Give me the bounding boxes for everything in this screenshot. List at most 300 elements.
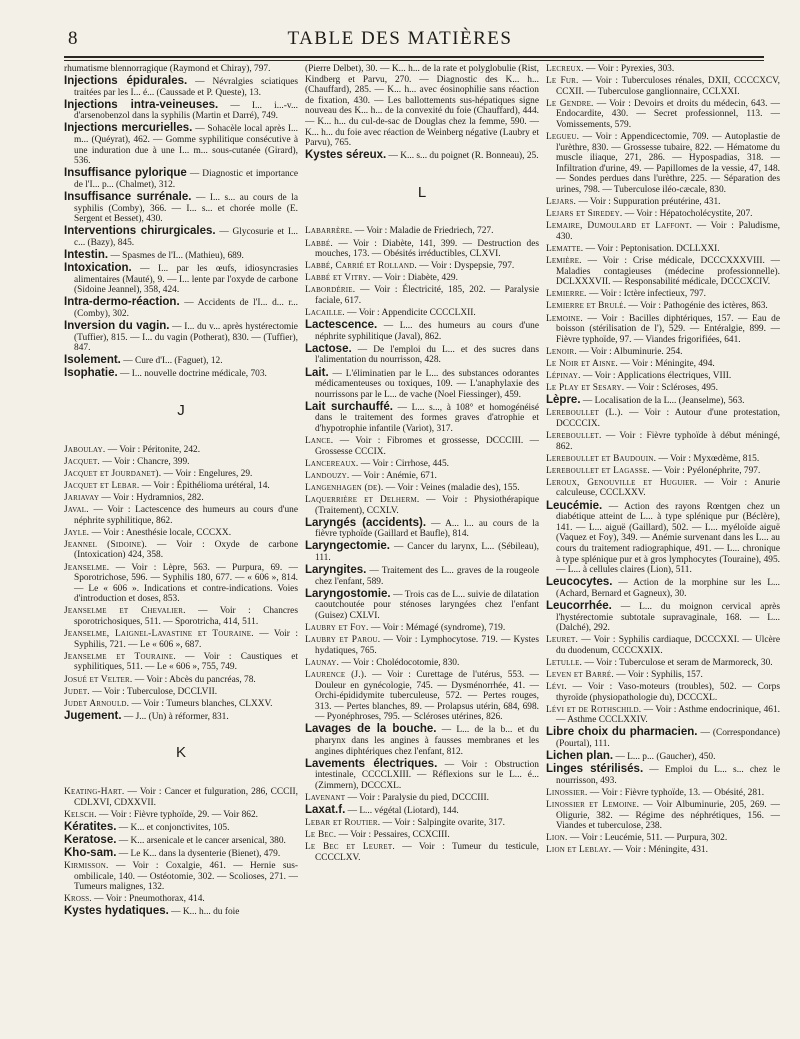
- entry-text: — Voir : Obstruction intestinale, CCCCLXIII. — Réflexions sur le L... é... (Zimmern), DCCCXL.: [315, 759, 539, 791]
- entry-text: — Voir : Salpingite ovarite, 317.: [380, 818, 505, 829]
- entry-author: Jeanselme.: [64, 562, 110, 573]
- entry-heading: Lait.: [305, 366, 329, 379]
- entry-text: — Voir : Tuberculose, DCCLVII.: [89, 686, 218, 697]
- index-entry: [546, 501, 780, 576]
- index-entry: [305, 320, 539, 342]
- index-entry: [305, 830, 539, 841]
- section-letter: K: [175, 744, 186, 762]
- entry-author: Linossier.: [546, 787, 588, 798]
- index-entry: [305, 459, 539, 470]
- index-entry: [546, 577, 780, 599]
- entry-author: Lacaille.: [305, 308, 345, 319]
- entry-text: — Voir : Électricité, 185, 202. — Paralysie faciale, 617.: [315, 285, 539, 306]
- index-entry: [546, 727, 780, 749]
- entry-author: Lévi et de Rothschild.: [546, 704, 642, 715]
- entry-author: Lépinay.: [546, 371, 581, 382]
- entry-author: Launay.: [305, 657, 340, 668]
- index-entry: [64, 822, 298, 834]
- entry-author: Laubry et Foy.: [305, 623, 369, 634]
- index-entry: [546, 371, 780, 382]
- entry-text: — Voir : Veines (maladie des), 155.: [383, 483, 520, 493]
- index-entry: [546, 256, 780, 288]
- entry-author: Le Noir et Aisne.: [546, 358, 618, 369]
- index-entry: [64, 100, 298, 122]
- entry-text: — Voir : Tumeurs blanches, CLXXV.: [129, 698, 273, 709]
- index-entry: [546, 76, 780, 97]
- index-column-middle: [305, 64, 539, 1029]
- index-entry: [546, 454, 780, 465]
- index-entry: [305, 623, 539, 634]
- entry-text: — K... arsenicale et le cancer arsenical, 380.: [116, 835, 286, 846]
- entry-author: Jeanselme et Chevalier.: [64, 606, 186, 617]
- index-entry: [546, 478, 780, 499]
- entry-author: Jayle.: [64, 527, 90, 538]
- index-entry: [64, 493, 298, 504]
- entry-text: — Voir : Physiothérapique (Traitement), CCXLV.: [315, 495, 539, 516]
- entry-text: — Voir : Suppuration préutérine, 431.: [576, 197, 721, 208]
- entry-author: Lejars.: [546, 197, 577, 208]
- index-entry: [64, 711, 298, 723]
- index-entry: [305, 805, 539, 817]
- entry-author: Le Play et Sesary.: [546, 383, 625, 394]
- entry-text: — Voir : Peptonisation. DCLLXXI.: [583, 244, 720, 254]
- entry-text: — Cancer du larynx, L... (Sébileau), 111.: [315, 542, 539, 564]
- entry-author: Jacquet et Jourdanet).: [64, 468, 162, 479]
- index-entry: [305, 724, 539, 757]
- entry-author: Laquerrière et Delherm.: [305, 495, 420, 506]
- entry-text: — Voir : Asthme endocrinique, 461. — Asthme CCCLXXIV.: [556, 704, 780, 726]
- entry-author: Lenoir.: [546, 346, 577, 357]
- index-entry: [64, 445, 298, 456]
- entry-author: Le Bec et Leuret.: [305, 842, 395, 853]
- entry-text: — L... des humeurs au cours d'une néphrite syphilitique (Javal), 862.: [315, 321, 539, 342]
- index-entry: [305, 658, 539, 669]
- entry-author: Kirmisson.: [64, 861, 109, 872]
- entry-text: — Action des rayons Rœntgen chez un diabétique atteint de L... à type splénique pur (Béclère), 141. — L... aiguë (Gaillard), 502. — L... myéloïde aiguë (Vaquez et Foy), 349. — Anémie survenant dans les L... au cours du traitement radiographique, 491. — L... chronique à type splénique pur et à gros lymphocytes (Touraine), 495. — L... à cellules claires (Lion), 511.: [556, 501, 780, 576]
- index-entry: [64, 226, 298, 248]
- entry-heading: Lèpre.: [546, 394, 581, 407]
- index-entry: [64, 297, 298, 319]
- entry-text: — Voir : Chancres sporotrichosiques, 511. — Sporotricha, 414, 511.: [74, 606, 298, 628]
- index-entry: [546, 64, 780, 75]
- index-entry: [305, 308, 539, 319]
- entry-heading: Inversion du vagin.: [64, 320, 170, 333]
- index-entry: [546, 751, 780, 763]
- entry-author: Josué et Velter.: [64, 674, 133, 685]
- entry-heading: Injections intra-veineuses.: [64, 98, 219, 111]
- entry-text: — Glycosurie et I... c... (Bazy), 845.: [74, 227, 298, 248]
- index-entry: [305, 273, 539, 284]
- index-entry: [546, 301, 780, 312]
- entry-text: — Voir : Fièvre typhoïde, 13. — Obésité, 281.: [587, 787, 765, 798]
- entry-heading: Lichen plan.: [546, 750, 614, 763]
- entry-author: Jaboulay.: [64, 444, 106, 455]
- header-rule-thin: [64, 60, 764, 61]
- entry-text: — Voir : Engelures, 29.: [161, 468, 253, 479]
- entry-text: — K... h... du foie: [168, 907, 240, 918]
- index-entry: [546, 383, 780, 394]
- index-entry: [546, 209, 780, 220]
- entry-author: Lancereaux.: [305, 458, 359, 469]
- index-entry: [546, 431, 780, 452]
- entry-text: — Voir : Autour d'une protestation, DCCCCIX.: [556, 408, 780, 429]
- entry-author: Lereboullet et Baudouin.: [546, 453, 657, 464]
- entry-author: Labarrère.: [305, 226, 353, 237]
- entry-author: Lejars et Siredey.: [546, 209, 623, 220]
- entry-text: — Voir : Maladie de Friedriech, 727.: [352, 226, 494, 237]
- entry-author: Jeannel (Sidoine).: [64, 539, 148, 550]
- entry-heading: Jugement.: [64, 709, 122, 722]
- entry-author: Le Gendre.: [546, 98, 594, 109]
- index-entry: [546, 764, 780, 786]
- entry-text: — (Correspondance) (Pourtal), 111.: [556, 728, 780, 750]
- index-entry: [305, 759, 539, 792]
- entry-author: Lion.: [546, 833, 568, 844]
- entry-text: — Voir : Tumeur du testicule, CCCCLXV.: [315, 842, 539, 863]
- entry-heading: Kho-sam.: [64, 846, 117, 859]
- section-letter: L: [417, 183, 427, 201]
- index-entry: [64, 906, 298, 918]
- index-entry: [305, 64, 539, 149]
- entry-text: — Voir : Diabète, 141, 399. — Destruction des mouches, 173. — Obésités irréductibles, CLXVI.: [315, 238, 539, 260]
- index-entry: [546, 601, 780, 634]
- index-entry: [305, 818, 539, 829]
- entry-author: Jeanselme et Touraine.: [64, 651, 176, 662]
- index-entry: [64, 321, 298, 354]
- entry-heading: Insuffisance pylorique: [64, 167, 187, 180]
- entry-author: Le Fur.: [546, 76, 579, 87]
- entry-author: Lereboullet.: [546, 431, 602, 441]
- entry-text: — Voir : Vaso-moteurs (troubles), 502. — Corps thyroïde (physiopathologie du), DCCCXL.: [556, 682, 780, 703]
- index-entry: [64, 263, 298, 296]
- entry-text: — Traitement des L... graves de la rougeole chez l'enfant, 589.: [315, 566, 539, 587]
- index-entry: [64, 652, 298, 673]
- index-entry: [546, 670, 780, 681]
- entry-text: — Voir : Pessaires, CCXCIII.: [336, 830, 450, 841]
- index-column-left: [64, 64, 298, 1029]
- entry-text: — J... (Un) à réformer, 831.: [121, 711, 229, 722]
- entry-text: — Voir : Abcès du pancréas, 78.: [132, 674, 256, 685]
- entry-text: — Voir : Paludisme, 430.: [556, 221, 780, 242]
- entry-text: — K... s... du poignet (R. Bonneau), 25.: [386, 151, 539, 162]
- entry-text: — Voir : Appendicite CCCCLXII.: [344, 308, 476, 319]
- entry-text: — Voir : Tuberculoses rénales, DXII, CCCCXCV, CCXII. — Tuberculose ganglionnaire, CCLXXI.: [556, 76, 780, 97]
- index-entry: [546, 833, 780, 844]
- entry-text: — Voir : Cirrhose, 445.: [358, 458, 449, 469]
- entry-text: — L... du moignon cervical après l'hystérectomie subtotale supravaginale, 168. — L... (Dalché), 292.: [556, 601, 780, 634]
- index-entry: [64, 540, 298, 561]
- index-entry: [64, 861, 298, 893]
- entry-text: — De l'emploi du L... et des sucres dans l'alimentation du nourrisson, 428.: [315, 344, 539, 366]
- entry-text: — Voir : Anesthésie locale, CCCXX.: [89, 527, 232, 538]
- entry-text: — L... s..., à 108° et homogénéisé dans le traitement des formes graves d'atrophie et d'hypotrophie infantile (Variot), 317.: [315, 402, 539, 435]
- entry-author: Lion et Leblay.: [546, 845, 612, 856]
- entry-heading: Laryngostomie.: [305, 587, 391, 600]
- index-entry: [64, 457, 298, 468]
- index-entry: [64, 168, 298, 190]
- entry-text: — Voir : Pathogénie des ictères, 863.: [626, 301, 768, 312]
- section-letter: J: [177, 402, 185, 420]
- entry-text: — Voir : Fièvre typhoïde à début méningé, 862.: [556, 431, 780, 452]
- index-entry: [64, 481, 298, 492]
- entry-heading: Laryngectomie.: [305, 540, 390, 553]
- entry-author: Lereboullet et Lagasse.: [546, 465, 650, 476]
- entry-author: Jacquet.: [64, 456, 100, 467]
- entry-text: — Voir : Méningite, 494.: [617, 358, 715, 369]
- entry-text: — Spasmes de l'I... (Mathieu), 689.: [108, 251, 244, 261]
- entry-heading: Intestin.: [64, 249, 109, 261]
- index-entry: [64, 699, 298, 710]
- entry-heading: Leucémie.: [546, 499, 603, 512]
- entry-author: Lemierre et Brulé.: [546, 301, 627, 312]
- entry-text: — Voir : Cancer et fulguration, 286, CCCII, CDLXVI, CDXXVII.: [74, 786, 298, 808]
- entry-text: — I... s... au cours de la syphilis (Comby), 366. — I... s... et chorée molle (E. Sergent et Besset), 430.: [74, 193, 298, 225]
- index-entry: [64, 629, 298, 650]
- entry-text: — Voir : Hydramnios, 282.: [99, 493, 204, 503]
- entry-text: — Voir : Anémie, 671.: [349, 470, 437, 481]
- index-entry: [546, 800, 780, 832]
- index-entry: [64, 368, 298, 380]
- entry-text: rhumatisme blennorragique (Raymond et Chiray), 797.: [64, 64, 271, 74]
- entry-author: Leroux, Genouville et Huguier.: [546, 477, 697, 488]
- index-entry: [305, 150, 539, 162]
- entry-text: — Emploi du L... s... chez le nourrisson, 493.: [556, 765, 780, 786]
- entry-heading: Laryngites.: [305, 564, 367, 577]
- entry-text: — I... i...-v... d'arsenobenzol dans la syphilis (Martin et Darré), 749.: [74, 100, 298, 122]
- entry-text: — Voir : Fièvre typhoïde, 29. — Voir 862.: [96, 809, 258, 820]
- entry-author: Jacquet et Lebar.: [64, 480, 140, 491]
- entry-text: — I... nouvelle doctrine médicale, 703.: [117, 369, 267, 380]
- index-entry: [305, 518, 539, 540]
- entry-heading: Interventions chirurgicales.: [64, 225, 216, 238]
- index-entry: [64, 835, 298, 847]
- entry-text: — Voir : Bacilles diphtériques, 157. — Eau de boisson (stérilisation de l'), 529. — Entéralgie, 899. — Fièvre typhoïde, 97. — Viandes frigorifiées, 641.: [556, 313, 780, 345]
- entry-text: — Voir : Pyrexies, 303.: [583, 64, 675, 74]
- entry-text: — Voir : Diabète, 429.: [370, 273, 458, 284]
- index-entry: [64, 675, 298, 686]
- entry-text: — Voir : Lactescence des humeurs au cours d'une néphrite syphilitique, 862.: [74, 505, 298, 526]
- entry-heading: Libre choix du pharmacien.: [546, 726, 698, 739]
- index-entry: [64, 687, 298, 698]
- entry-author: Laurence (J.).: [305, 670, 367, 680]
- entry-text: — Le K... dans la dysenterie (Bienet), 479.: [116, 848, 281, 859]
- entry-author: Lemierre.: [546, 289, 587, 300]
- index-columns: [64, 64, 780, 1029]
- entry-author: Lemaire, Dumoulard et Laffont.: [546, 221, 693, 232]
- entry-author: Kross.: [64, 894, 92, 905]
- entry-author: Labbé.: [305, 238, 333, 249]
- entry-author: Jariavay: [64, 493, 100, 503]
- entry-author: Lemière.: [546, 256, 582, 267]
- entry-text: — Voir : Crise médicale, DCCCXXXVIII. — Maladies contagieuses (médecine professionnelle). DCLXXXVII. — Responsabilité médicale, DCCCXCIV.: [556, 256, 780, 288]
- entry-author: Lance.: [305, 436, 334, 447]
- index-entry: [305, 368, 539, 401]
- entry-text: — Accidents de l'I... d... r... (Comby), 302.: [74, 298, 298, 319]
- index-entry: [305, 670, 539, 723]
- index-entry: [546, 244, 780, 255]
- index-entry: [64, 64, 298, 75]
- entry-text: — Localisation de la L... (Jeanselme), 563.: [580, 396, 745, 407]
- index-entry: [546, 466, 780, 477]
- entry-author: Labordérie.: [305, 285, 356, 296]
- entry-author: Laubry et Parou.: [305, 635, 381, 646]
- index-entry: [64, 250, 298, 262]
- index-entry: [305, 495, 539, 516]
- entry-text: — Voir : Dyspepsie, 797.: [416, 261, 515, 272]
- entry-author: Leven et Barré.: [546, 669, 614, 680]
- index-entry: [546, 359, 780, 370]
- entry-text: — Voir : Lymphocytose. 719. — Kystes hydatiques, 765.: [315, 635, 539, 656]
- entry-author: Letulle.: [546, 657, 583, 668]
- entry-author: Linossier et Lemoine.: [546, 800, 640, 810]
- entry-text: — Voir : Cholédocotomie, 830.: [339, 657, 460, 668]
- index-entry: [546, 197, 780, 208]
- entry-heading: Kystes séreux.: [305, 149, 387, 162]
- index-entry: [64, 848, 298, 860]
- entry-author: Kelsch.: [64, 809, 97, 820]
- entry-text: — Voir : Oxyde de carbone (Intoxication) 424, 358.: [74, 539, 298, 561]
- entry-author: Lecreux.: [546, 64, 584, 74]
- index-entry: [64, 123, 298, 166]
- entry-text: — Voir : Coxalgie, 461. — Hernie sus-ombilicale, 140. — Ostéotomie, 302. — Scolioses, 271. — Tumeurs malignes, 132.: [74, 861, 298, 893]
- index-entry: [305, 436, 539, 457]
- index-entry: [305, 541, 539, 563]
- entry-text: — Voir : Devoirs et droits du médecin, 643. — Endocardite, 430. — Secret professionnel, 113. — Vomissements, 579.: [556, 98, 780, 130]
- index-entry: [546, 314, 780, 346]
- entry-heading: Lavages de la bouche.: [305, 723, 437, 736]
- entry-text: — Voir : Anurie calculeuse, CCCLXXV.: [556, 477, 780, 499]
- entry-text: — Voir : Pneumothorax, 414.: [91, 894, 205, 905]
- index-entry: [546, 635, 780, 656]
- index-entry: [64, 606, 298, 627]
- entry-author: Keating-Hart.: [64, 786, 125, 797]
- entry-heading: Leucorrhée.: [546, 599, 612, 612]
- entry-author: Javal.: [64, 505, 89, 516]
- index-entry: [64, 76, 298, 98]
- index-entry: [305, 239, 539, 260]
- entry-heading: Insuffisance surrénale.: [64, 191, 192, 204]
- index-entry: [546, 658, 780, 669]
- entry-text: — L'éliminatien par le L... des substances odorantes médicamenteuses ou toxiques, 109. — L'anaphylaxie des nourrissons par le L... de vache (Noel Fiessinger), 459.: [315, 368, 539, 400]
- entry-heading: Kystes hydatiques.: [64, 905, 169, 918]
- index-entry: [305, 226, 539, 237]
- entry-author: Le Bec.: [305, 830, 337, 841]
- index-entry: [546, 682, 780, 703]
- entry-heading: Intoxication.: [64, 262, 132, 275]
- entry-text: (Pierre Delbet), 30. — K... h... de la rate et polyglobulie (Rist, Kindberg et Parvu, 270. — Diagnostic des K... h... (Chauffard), 285. — K... h... avec éosinophilie sans réaction de fixation, 430. — Les ballottements sus-hépatiques signe nouveau des K... h... de la convexité du foie (Chauffard), 444. — K... h... du cul-de-sac de Douglas chez la femme, 590. — K... h... du foie avec réaction de Weinberg négative (Laubry et Parvu), 765.: [305, 64, 539, 149]
- entry-text: — Voir : Applications électriques, VIII.: [580, 371, 732, 382]
- entry-author: Labbé, Carrié et Rolland.: [305, 261, 417, 272]
- index-entry: [305, 565, 539, 587]
- entry-text: — Voir : Tuberculose et seram de Marmoreck, 30.: [582, 657, 773, 668]
- entry-heading: Lait surchauffé.: [305, 400, 393, 413]
- index-entry: [305, 635, 539, 656]
- entry-text: — Voir : Leucémie, 511. — Purpura, 302.: [567, 833, 728, 844]
- entry-text: — Voir : Ictère infectieux, 797.: [586, 289, 707, 300]
- entry-author: Lereboullet (L.).: [546, 408, 623, 419]
- entry-author: Lematte.: [546, 244, 584, 254]
- index-entry: [64, 469, 298, 480]
- entry-text: — Voir : Syphilis, 157.: [613, 669, 703, 680]
- index-entry: [305, 261, 539, 272]
- entry-author: Judet Arnould.: [64, 698, 130, 709]
- entry-heading: Injections mercurielles.: [64, 122, 193, 135]
- index-column-right: [546, 64, 780, 1029]
- entry-author: Jeanselme, Laignel-Lavastine et Touraine.: [64, 629, 254, 640]
- entry-text: — Voir : Curettage de l'utérus, 553. — Douleur en gynécologie, 745. — Dysménorrhée, 41. — Orchi-épididymite tuberculeuse, 572. — Pertes rouges, 313. — Pertes blanches, 89. — Prolapsus utérin, 684, 698. — Pyonéphroses, 795. — Scléroses utérines, 826.: [315, 670, 539, 723]
- entry-text: — Voir : Chancre, 399.: [99, 456, 190, 467]
- entry-text: — Voir : Hépatocholécystite, 207.: [622, 209, 753, 220]
- entry-text: — I... par les œufs, idiosyncrasies alimentaires (Mauté), 9. — I... lente par l'oxyde de carbone (Sidoine Jeannel), 358, 424.: [74, 264, 298, 296]
- entry-text: — Action de la morphine sur les L... (Achard, Bernard et Gagneux), 30.: [556, 578, 780, 599]
- entry-text: — Voir : Lèpre, 563. — Purpura, 69. — Sporotrichose, 596. — Syphilis 180, 677. — « 606 », 814. — Le « 606 ». Indications et contre-indications. Voies d'introduction et doses, 853.: [74, 562, 298, 605]
- entry-text: — Voir : Fibromes et grossesse, DCCCIII. — Grossesse CCCIX.: [315, 436, 539, 457]
- index-entry: [64, 810, 298, 821]
- index-entry: [546, 99, 780, 131]
- entry-text: — L... p... (Gaucher), 450.: [613, 752, 716, 763]
- index-entry: [546, 408, 780, 429]
- entry-author: Lévi.: [546, 682, 567, 693]
- entry-heading: Isophatie.: [64, 367, 118, 380]
- entry-heading: Laryngés (accidents).: [305, 516, 427, 529]
- index-entry: [546, 289, 780, 300]
- index-entry: [546, 788, 780, 799]
- entry-heading: Leucocytes.: [546, 576, 613, 589]
- entry-text: — Voir : Paralysie du pied, DCCCIII.: [345, 793, 489, 804]
- entry-heading: Intra-dermo-réaction.: [64, 296, 180, 309]
- entry-author: Lavenant: [305, 793, 346, 804]
- entry-text: — L... de la b... et du pharynx dans les angines à fausses membranes et les angines diphtériques chez l'enfant, 812.: [315, 725, 539, 757]
- entry-text: — Voir : Méningite, 431.: [611, 845, 708, 856]
- index-entry: [546, 395, 780, 407]
- entry-text: — Voir : Scléroses, 495.: [624, 383, 718, 394]
- index-entry: [546, 132, 780, 196]
- entry-author: Lemoine.: [546, 313, 583, 324]
- index-entry: [305, 589, 539, 622]
- entry-text: — Voir : Syphilis cardiaque, DCCCXXI. — Ulcère du duodenum, CCCCXXIX.: [556, 635, 780, 656]
- entry-text: — Voir : Albuminurie. 254.: [576, 346, 683, 357]
- entry-heading: Laxat.f.: [305, 804, 346, 817]
- index-entry: [305, 471, 539, 482]
- entry-text: — Névralgies sciatiques traitées par les I... é... (Caussade et P. Queste), 13.: [74, 77, 298, 98]
- index-entry: [64, 355, 298, 367]
- index-entry: [64, 505, 298, 526]
- entry-text: — A... l... au cours de la fièvre typhoïde (Gaillard et Baufle), 814.: [315, 518, 539, 540]
- entry-text: — L... végétal (Liotard), 144.: [345, 806, 459, 817]
- index-entry: [305, 402, 539, 435]
- entry-text: — Voir : Appendicectomie, 709. — Autoplastie de l'urèthre, 830. — Grossesse tubaire, 822. — Hématome du muscle iliaque, 271, 286. — Hypospadias, 318. — Infiltration d'urine, 49. — Papillomes de la vessie, 47, 148. — Sondes perdues dans l'urèthre, 225. — Séparation des urines, 798. — Tuberculose iléo-cæcale, 830.: [556, 132, 780, 196]
- index-entry: [305, 344, 539, 366]
- entry-text: — I... du v... après hystérectomie (Tuffier), 815. — I... du vagin (Potherat), 830. — (Tuffier), 847.: [74, 322, 298, 354]
- entry-text: — Voir : Épithélioma urétéral, 14.: [139, 480, 270, 491]
- entry-author: Landouzy.: [305, 470, 350, 481]
- index-entry: [305, 793, 539, 804]
- entry-text: — Voir : Syphilis, 721. — Le « 606 », 687.: [74, 629, 298, 650]
- entry-text: — Voir : Pyélonéphrite, 797.: [649, 465, 761, 476]
- entry-text: — Trois cas de L... suivie de dilatation caoutchoutée pour sténoses laryngées chez l'enfant (Guisez) CXLVI.: [315, 589, 539, 622]
- entry-author: Legueu.: [546, 132, 580, 143]
- index-entry: [64, 894, 298, 905]
- entry-heading: Lactescence.: [305, 319, 378, 332]
- header-rule: [64, 56, 764, 58]
- entry-text: — Voir : Péritonite, 242.: [105, 444, 201, 455]
- entry-heading: Linges stérilisés.: [546, 763, 644, 776]
- entry-heading: Lavements électriques.: [305, 757, 438, 770]
- index-entry: [546, 347, 780, 358]
- entry-text: — Voir : Mémagé (syndrome), 719.: [368, 623, 506, 634]
- entry-text: — Sohacèle local après I... m... (Quéyrat), 462. — Gomme syphilitique consécutive à une induration due à une I... m... sous-cutanée (Girard), 536.: [74, 124, 298, 167]
- entry-author: Lebar et Routier.: [305, 818, 381, 829]
